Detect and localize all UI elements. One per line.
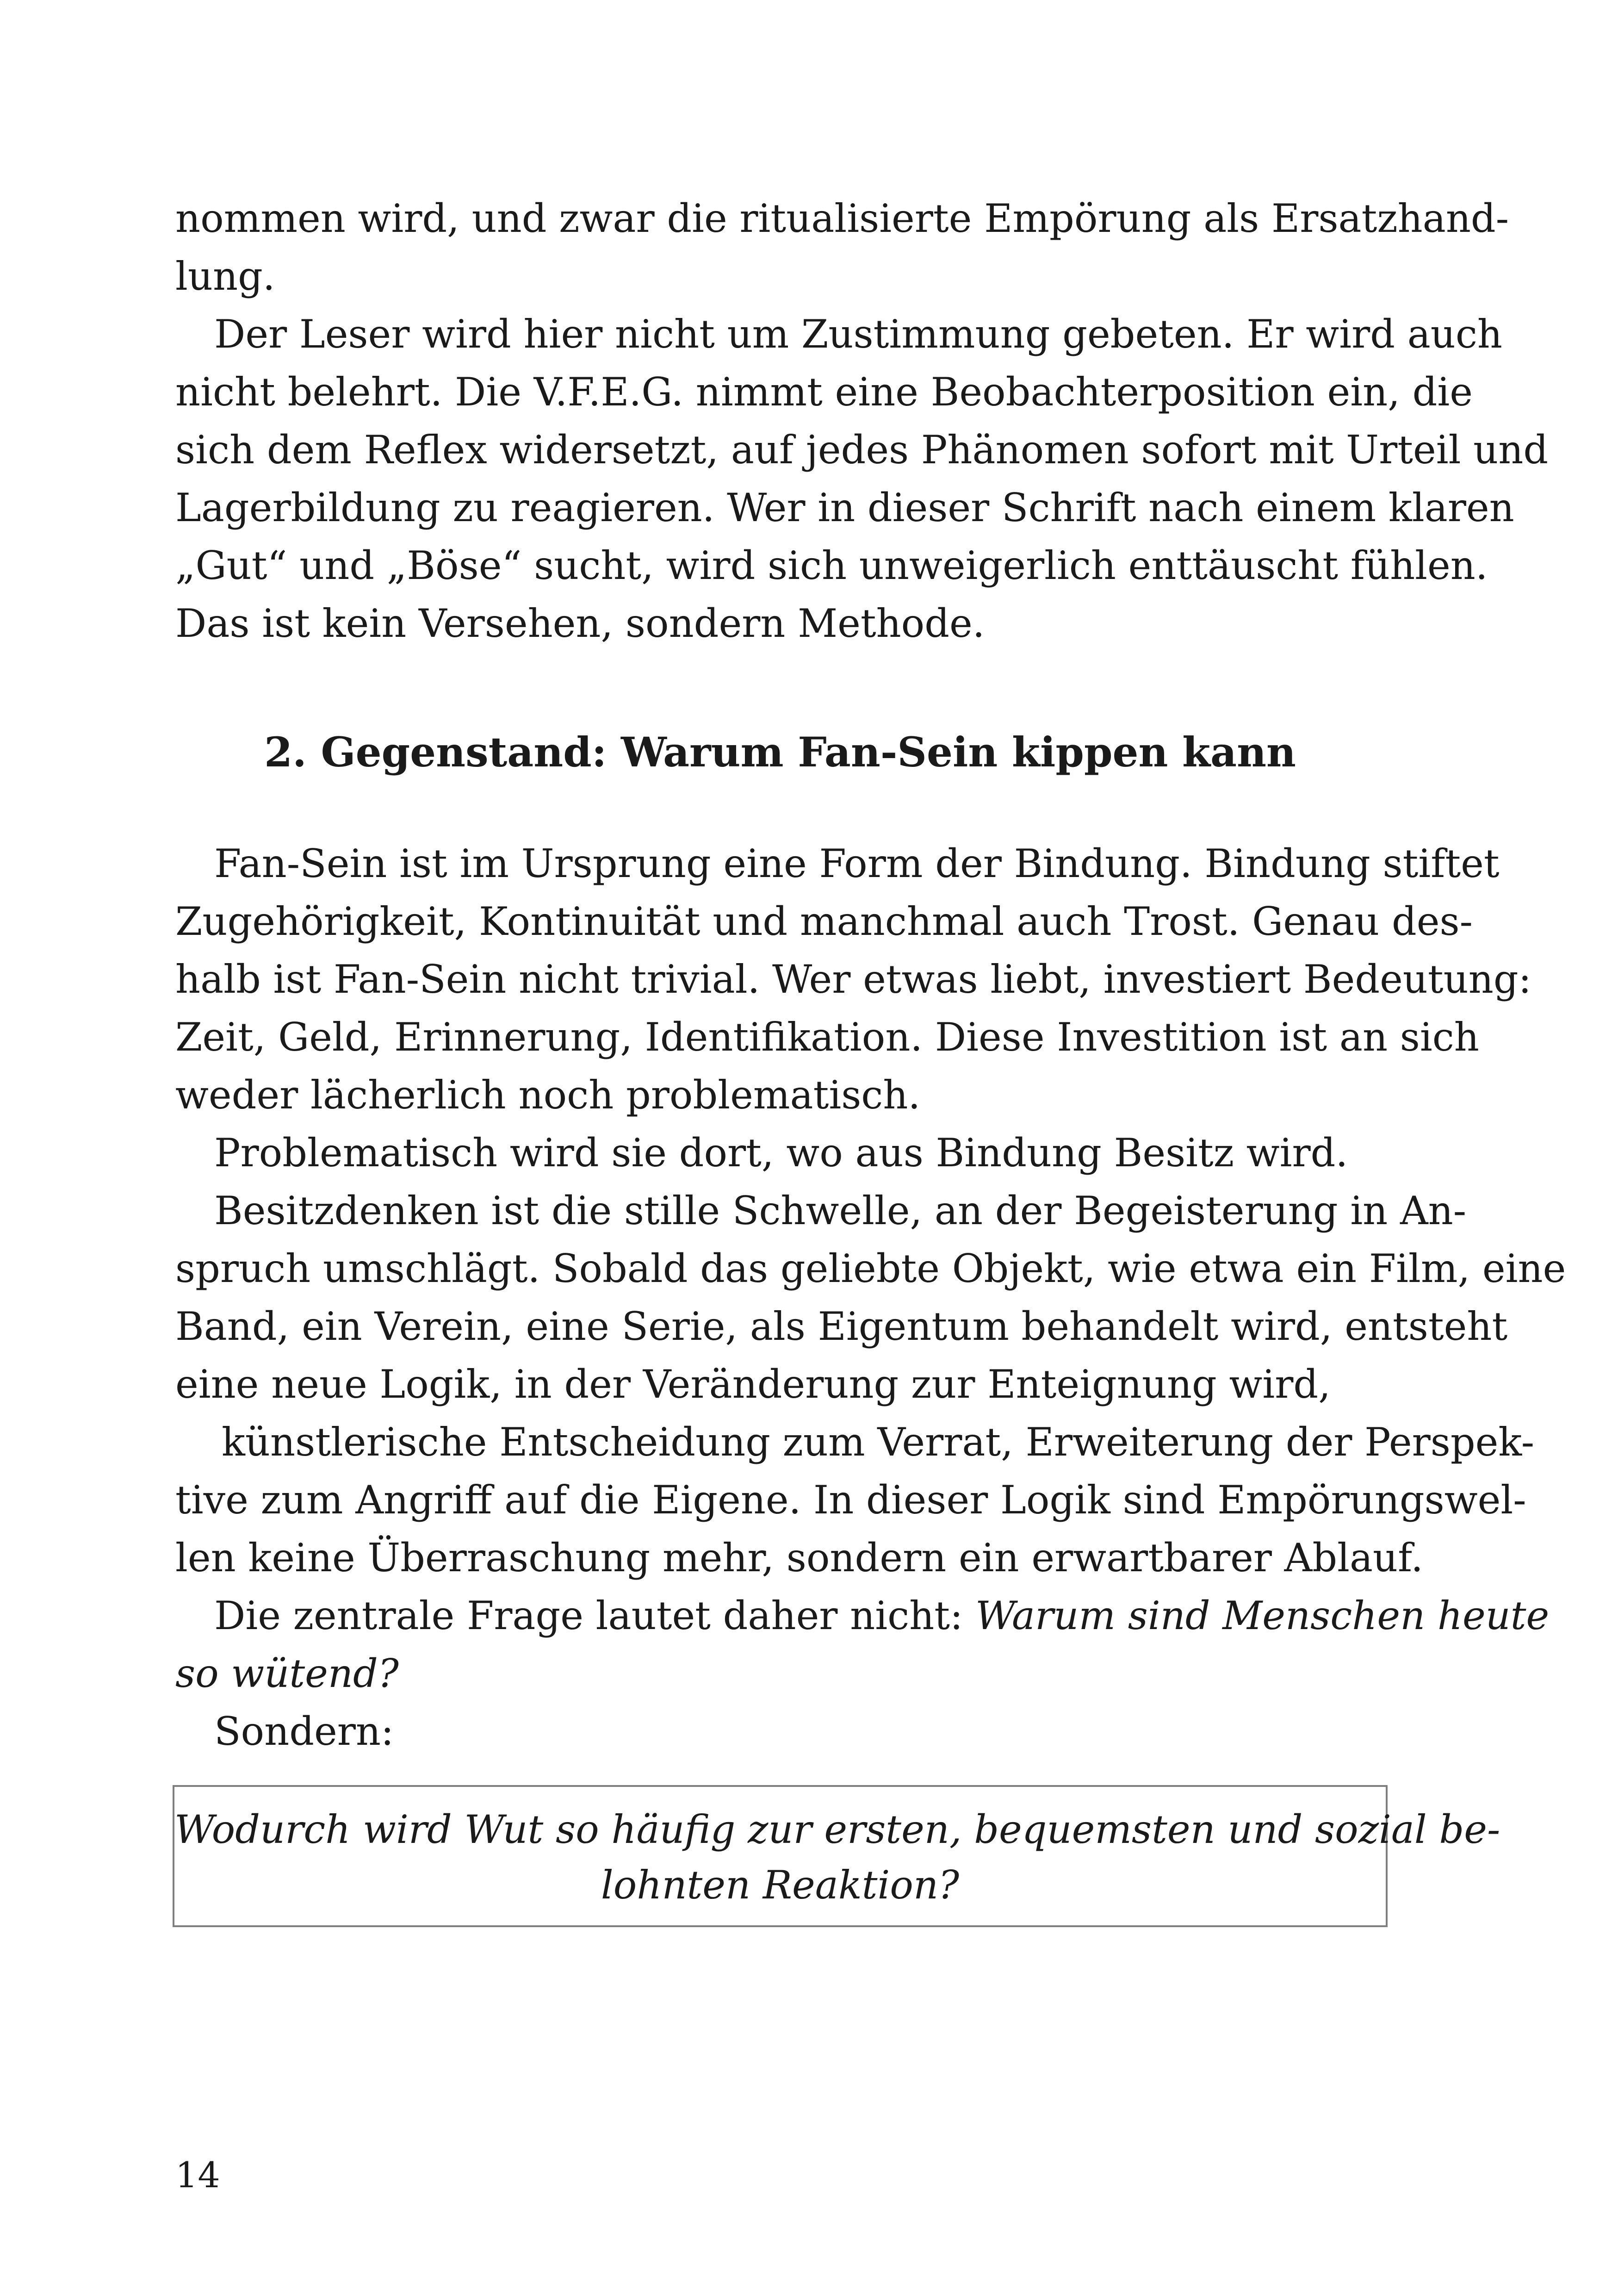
text-line: lung. xyxy=(175,254,275,299)
text-line xyxy=(175,1645,1385,1703)
text-line: eine neue Logik, in der Veränderung zur Enteignung wird, xyxy=(175,1362,1331,1407)
text-line: halb ist Fan-Sein nicht trivial. Wer etwas liebt, investiert Bedeutung: xyxy=(175,957,1531,1002)
text-line: Der Leser wird hier nicht um Zustimmung gebeten. Er wird auch xyxy=(214,311,1503,357)
text-line: künstlerische Entscheidung zum Verrat, Erweiterung der Perspek- xyxy=(222,1419,1535,1465)
text-line: Problematisch wird sie dort, wo aus Bindung Besitz wird. xyxy=(214,1130,1348,1176)
text-line: „Gut“ und „Böse“ sucht, wird sich unweigerlich enttäuscht fühlen. xyxy=(175,543,1488,588)
text-line: nommen wird, und zwar die ritualisierte Empörung als Ersatzhand- xyxy=(175,196,1509,241)
text-line: nicht belehrt. Die V.F.E.G. nimmt eine Beobachterposition ein, die xyxy=(175,369,1473,415)
quote-box xyxy=(173,1785,1500,1927)
text-line: Lagerbildung zu reagieren. Wer in dieser Schrift nach einem klaren xyxy=(175,485,1514,530)
text-line: spruch umschlägt. Sobald das geliebte Objekt, wie etwa ein Film, eine xyxy=(175,1246,1566,1291)
italic-question: so wütend? xyxy=(175,1651,399,1696)
text-line: tive zum Angriff auf die Eigene. In dieser Logik sind Empörungswel- xyxy=(175,1477,1526,1523)
section-heading: 2. Gegenstand: Warum Fan-Sein kippen kann xyxy=(264,728,1296,776)
text-line xyxy=(175,1587,1550,1645)
text-line: Band, ein Verein, eine Serie, als Eigentum behandelt wird, entsteht xyxy=(175,1304,1508,1349)
text-line: len keine Überraschung mehr, sondern ein erwartbarer Ablauf. xyxy=(175,1535,1423,1580)
quote-line: lohnten Reaktion? xyxy=(601,1862,960,1908)
text-line: Sondern: xyxy=(214,1709,394,1754)
text-span: Die zentrale Frage lautet daher nicht: xyxy=(214,1593,976,1638)
text-line: sich dem Reflex widersetzt, auf jedes Phänomen sofort mit Urteil und xyxy=(175,427,1549,473)
text-line: Zeit, Geld, Erinnerung, Identifikation. Diese Investition ist an sich xyxy=(175,1014,1479,1060)
text-line: Zugehörigkeit, Kontinuität und manchmal auch Trost. Genau des- xyxy=(175,899,1473,944)
text-line: Besitzdenken ist die stille Schwelle, an der Begeisterung in An- xyxy=(214,1188,1467,1233)
text-line: weder lächerlich noch problematisch. xyxy=(175,1072,921,1118)
page-number: 14 xyxy=(175,2154,220,2196)
text-line: Fan-Sein ist im Ursprung eine Form der Bindung. Bindung stiftet xyxy=(214,841,1500,886)
text-line: Das ist kein Versehen, sondern Methode. xyxy=(175,601,985,646)
italic-question: Warum sind Menschen heute xyxy=(975,1593,1550,1638)
quote-line: Wodurch wird Wut so häufig zur ersten, bequemsten und sozial be- xyxy=(174,1807,1500,1852)
